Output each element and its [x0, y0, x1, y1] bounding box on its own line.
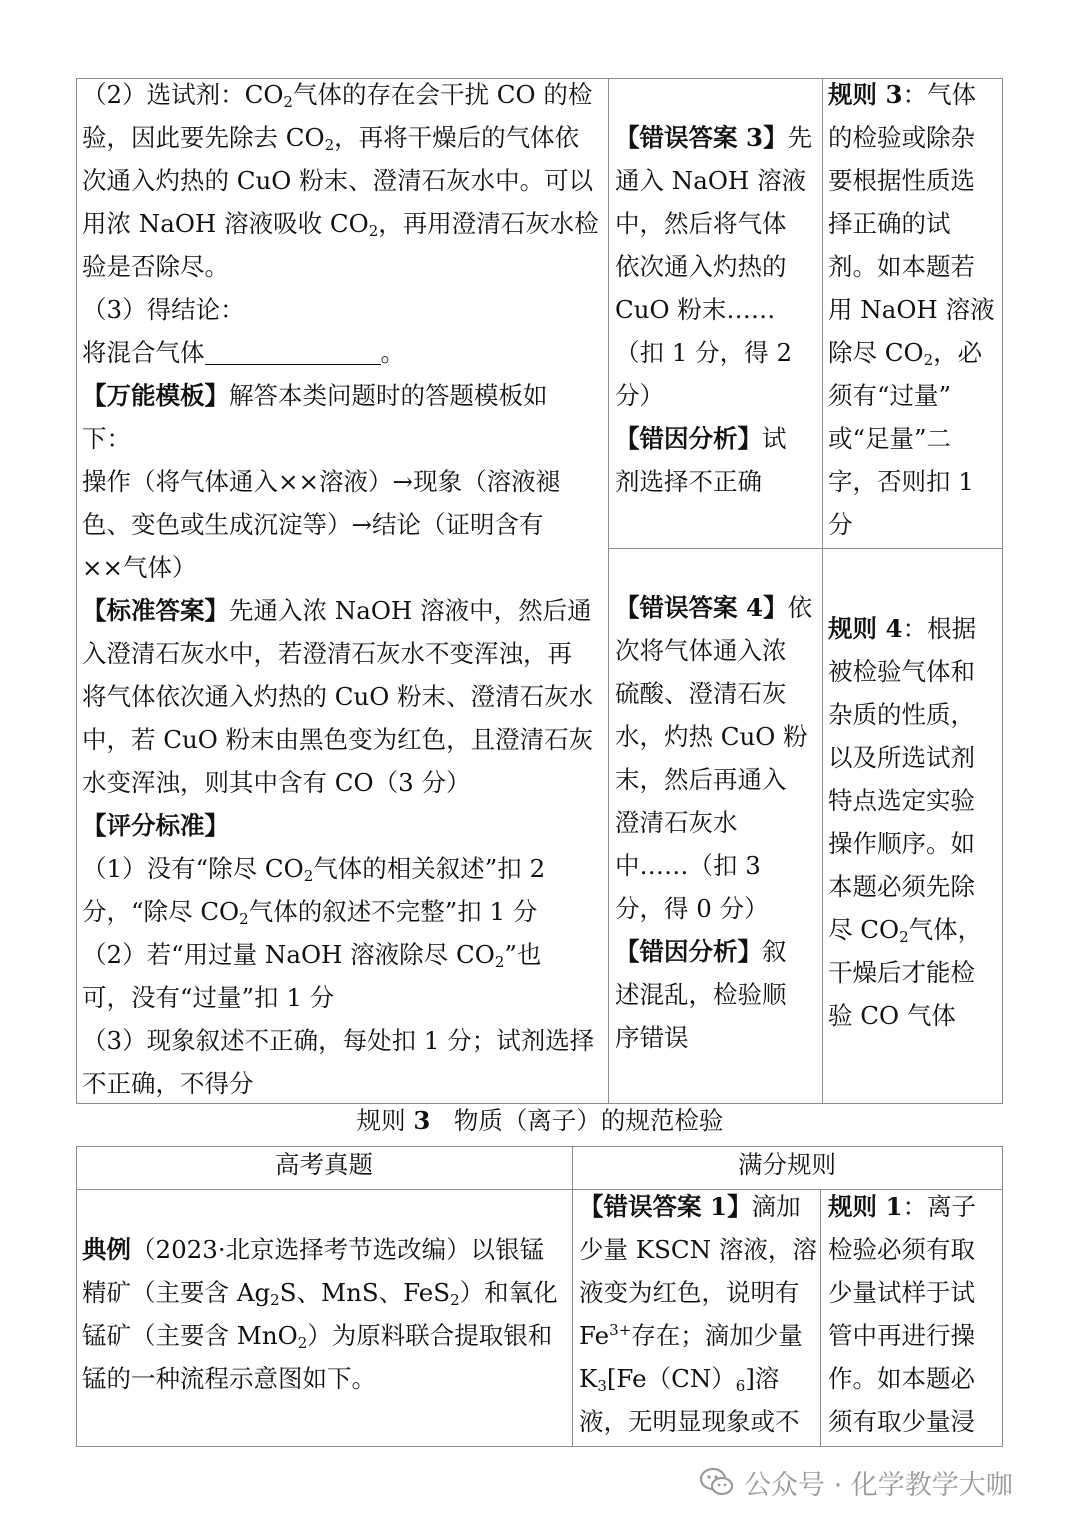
text-line: 检验必须有取 [828, 1235, 975, 1264]
text-line: 尽 $CO_2$气体， [828, 915, 983, 946]
text-line: 操作顺序。如 [828, 829, 975, 858]
section-caption: 规则 3 物质（离子）的规范检验 [356, 1106, 724, 1135]
text-line: 【错误答案 1】滴加 [579, 1192, 801, 1221]
text-line: （3）得结论： [82, 295, 245, 324]
table1-right-bottom-cell [828, 548, 1000, 1103]
text-line: 硫酸、澄清石灰 [615, 679, 787, 708]
text-line: 干燥后才能检 [828, 958, 975, 987]
text-line: 验，因此要先除去 $CO_2$，再将干燥后的气体依 [82, 123, 580, 154]
text-line: 规则 1：离子 [828, 1192, 977, 1221]
text-line: 用浓 NaOH 溶液吸收 $CO_2$，再用澄清石灰水检 [82, 209, 599, 240]
text-line: 【万能模板】解答本类问题时的答题模板如 [82, 381, 548, 410]
wechat-icon [700, 1467, 734, 1497]
text-line: 分，得 0 分） [615, 894, 769, 923]
text-line: 验是否除尽。 [82, 252, 229, 281]
text-line: 杂质的性质， [828, 700, 975, 729]
text-line: 水，灼热 CuO 粉 [615, 722, 808, 751]
table2-header-divider-v [572, 1146, 573, 1447]
text-line: 水变浑浊，则其中含有 CO（3 分） [82, 768, 471, 797]
text-line: 锰的一种流程示意图如下。 [82, 1364, 376, 1393]
text-line: 须有“过量” [828, 381, 952, 410]
text-line: 锰矿（主要含 MnO$_2$）为原料联合提取银和 [82, 1321, 553, 1352]
text-line: 剂。如本题若 [828, 252, 975, 281]
table2-bottom-border [76, 1446, 1003, 1447]
table1-left-border [76, 78, 77, 1104]
text-line: 须有取少量浸 [828, 1407, 975, 1436]
table2-mid-cell [579, 1189, 819, 1446]
text-line: 入澄清石灰水中，若澄清石灰水不变浑浊，再 [82, 639, 572, 668]
table2-divider-2 [820, 1189, 821, 1447]
text-line: $K_3[Fe(CN)_6]$溶 [579, 1364, 780, 1395]
text-line: 中，若 CuO 粉末由黑色变为红色，且澄清石灰 [82, 725, 594, 754]
text-line: （2）选试剂：$CO_2$气体的存在会干扰 CO 的检 [82, 80, 593, 111]
text-line: 精矿（主要含 $Ag_2S$、MnS、FeS$_2$）和氧化 [82, 1278, 558, 1309]
text-line: （扣 1 分，得 2 [615, 338, 793, 367]
text-line: ××气体） [82, 553, 197, 582]
text-line: 分，“除尽 $CO_2$气体的叙述不完整”扣 1 分 [82, 897, 538, 928]
text-line: 除尽 $CO_2$，必 [828, 338, 983, 369]
table1-mid-top-cell [615, 78, 820, 548]
table2-right-cell [828, 1189, 1000, 1446]
table1-bottom-border [76, 1103, 1003, 1104]
text-line: CuO 粉末…… [615, 295, 776, 324]
table1-mid-bottom-cell [615, 548, 820, 1103]
text-line: $Fe^{3+}$存在；滴加少量 [579, 1321, 803, 1350]
text-line: 液变为红色，说明有 [579, 1278, 800, 1307]
text-line: 验 CO 气体 [828, 1001, 956, 1030]
text-line: 操作（将气体通入××溶液）→现象（溶液褪 [82, 467, 561, 496]
text-line: 少量 KSCN 溶液，溶 [579, 1235, 817, 1264]
text-line: 次通入灼热的 CuO 粉末、澄清石灰水中。可以 [82, 166, 594, 195]
table2-right-border [1002, 1146, 1003, 1447]
text-line: 将气体依次通入灼热的 CuO 粉末、澄清石灰水 [82, 682, 594, 711]
text-line: 的检验或除杂 [828, 123, 975, 152]
text-line: 序错误 [615, 1023, 689, 1052]
watermark-text: 公众号 · 化学教学大咖 [744, 1469, 1013, 1501]
text-line: 下： [82, 424, 131, 453]
table2-header-right: 满分规则 [738, 1150, 836, 1179]
text-line: 不正确，不得分 [82, 1069, 254, 1098]
text-line: 规则 3：气体 [828, 80, 977, 109]
table1-right-top-cell [828, 78, 1000, 548]
text-line: 【错因分析】叙 [615, 937, 787, 966]
text-line: 【错误答案 4】依 [615, 593, 813, 622]
text-line: （3）现象叙述不正确，每处扣 1 分；试剂选择 [82, 1026, 595, 1055]
text-line: 澄清石灰水 [615, 808, 738, 837]
table2-top-border [76, 1146, 1003, 1147]
text-line: 剂选择不正确 [615, 467, 762, 496]
text-line: 末，然后再通入 [615, 765, 787, 794]
table1-divider-1 [608, 78, 609, 1104]
text-line: （1）没有“除尽 $CO_2$气体的相关叙述”扣 2 [82, 854, 546, 885]
text-line: 可，没有“过量”扣 1 分 [82, 983, 335, 1012]
text-line: 依次通入灼热的 [615, 252, 787, 281]
text-line: 择正确的试 [828, 209, 951, 238]
text-line: 以及所选试剂 [828, 743, 975, 772]
table2-header-left: 高考真题 [275, 1150, 373, 1179]
text-line: 作。如本题必 [828, 1364, 975, 1393]
text-line: 中……（扣 3 [615, 851, 761, 880]
text-line: 分） [615, 381, 664, 410]
table1-divider-2 [822, 78, 823, 1104]
table1-right-border [1002, 78, 1003, 1104]
text-line: 色、变色或生成沉淀等）→结论（证明含有 [82, 510, 544, 539]
text-line: 【评分标准】 [82, 811, 229, 840]
text-line: 特点选定实验 [828, 786, 975, 815]
text-line: 中，然后将气体 [615, 209, 787, 238]
table1-left-cell [82, 78, 606, 1102]
text-line: 或“足量”二 [828, 424, 952, 453]
text-line: 【标准答案】先通入浓 NaOH 溶液中，然后通 [82, 596, 592, 625]
answer-blank [205, 342, 381, 365]
text-line: 通入 NaOH 溶液 [615, 166, 807, 195]
text-line: 字，否则扣 1 [828, 467, 974, 496]
text-line: 少量试样于试 [828, 1278, 975, 1307]
text-line: 将混合气体 。 [82, 338, 405, 367]
text-line: 被检验气体和 [828, 657, 975, 686]
text-line: 本题必须先除 [828, 872, 975, 901]
text-line: （2）若“用过量 NaOH 溶液除尽 $CO_2$”也 [82, 940, 542, 971]
watermark [700, 1462, 1013, 1502]
table2-left-border [76, 1146, 77, 1447]
text-line: 典例（2023·北京选择考节选改编）以银锰 [82, 1235, 545, 1264]
text-line: 管中再进行操 [828, 1321, 975, 1350]
text-line: 次将气体通入浓 [615, 636, 787, 665]
text-line: 分 [828, 510, 853, 539]
text-line: 【错因分析】试 [615, 424, 787, 453]
text-line: 用 NaOH 溶液 [828, 295, 995, 324]
text-line: 【错误答案 3】先 [615, 123, 813, 152]
text-line: 液，无明显现象或不 [579, 1407, 800, 1436]
text-line: 述混乱，检验顺 [615, 980, 787, 1009]
text-line: 规则 4：根据 [828, 614, 977, 643]
text-line: 要根据性质选 [828, 166, 975, 195]
table2-left-cell [82, 1189, 570, 1446]
